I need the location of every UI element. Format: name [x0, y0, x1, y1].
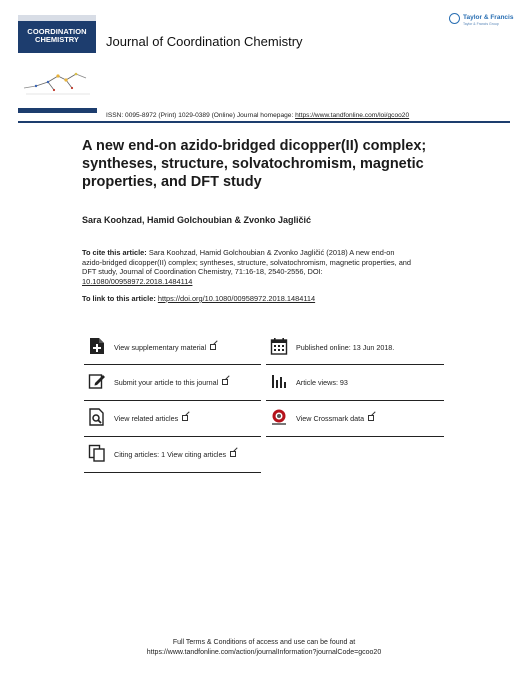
article-authors: Sara Koohzad, Hamid Golchoubian & Zvonko Jagličić	[82, 215, 312, 225]
graphical-abstract-thumbnail	[20, 68, 96, 98]
crossmark-icon	[270, 408, 288, 426]
citing-articles-label: Citing articles: 1 View citing articles	[114, 450, 227, 459]
cover-title-line1: COORDINATION	[27, 27, 87, 36]
footer-terms-link[interactable]: https://www.tandfonline.com/action/journalInformation?journalCode=gcoo20	[146, 648, 382, 656]
journal-cover-thumbnail	[18, 15, 96, 53]
publisher-name: Taylor & Francis	[463, 14, 514, 21]
external-link-icon	[222, 379, 228, 385]
divider	[84, 436, 261, 437]
divider	[84, 400, 261, 401]
cover-title-line2: CHEMISTRY	[35, 35, 79, 44]
header-rule	[18, 121, 510, 123]
taylor-francis-logo-icon	[449, 13, 460, 24]
supplementary-material-link[interactable]	[88, 337, 258, 371]
bar-chart-icon	[270, 372, 288, 390]
citation-doi-link[interactable]: 10.1080/00958972.2018.1484114	[82, 276, 193, 286]
divider	[266, 400, 444, 401]
copy-documents-icon	[88, 444, 106, 462]
related-articles-label: View related articles	[114, 414, 179, 423]
article-views-label: Article views: 93	[296, 378, 348, 387]
publisher-subtitle: Taylor & Francis Group	[463, 22, 499, 26]
calendar-icon	[270, 337, 288, 355]
article-title: A new end-on azido-bridged dicopper(II) complex; syntheses, structure, solvatochromism, magnetic properties, and DFT study	[82, 138, 427, 190]
article-link-block	[82, 294, 422, 303]
cover-top-strip	[18, 15, 96, 21]
citation-text: Sara Koohzad, Hamid Golchoubian & Zvonko Jagličić (2018) A new end-on azido-bridged dicopper(II) complex; syntheses, structure, solvatochromism, magnetic properties, and DFT study, Journal of Coordination Chemistry, 71:16-18, 2540-2556, DOI:	[82, 248, 412, 276]
crossmark-label: View Crossmark data	[296, 414, 365, 423]
external-link-icon	[230, 451, 236, 457]
submit-article-label: Submit your article to this journal	[114, 378, 219, 387]
citation-label: To cite this article:	[82, 248, 147, 257]
published-online-info	[270, 337, 440, 371]
edit-icon	[88, 372, 106, 390]
plus-document-icon	[88, 337, 106, 355]
divider	[266, 436, 444, 437]
issn-line	[106, 112, 409, 119]
citation-block	[82, 248, 412, 286]
divider	[84, 364, 261, 365]
journal-homepage-link[interactable]: https://www.tandfonline.com/loi/gcoo20	[295, 112, 410, 119]
external-link-icon	[210, 344, 216, 350]
journal-title: Journal of Coordination Chemistry	[106, 34, 303, 49]
footer-terms-text: Full Terms & Conditions of access and use can be found at	[172, 639, 356, 646]
published-online-label: Published online: 13 Jun 2018.	[296, 343, 395, 352]
article-doi-link[interactable]: https://doi.org/10.1080/00958972.2018.1484114	[157, 294, 316, 303]
supplementary-label: View supplementary material	[114, 343, 207, 352]
document-search-icon	[88, 408, 106, 426]
issn-text: ISSN: 0095-8972 (Print) 1029-0389 (Online) Journal homepage:	[106, 112, 296, 119]
external-link-icon	[368, 415, 374, 421]
footer	[0, 638, 528, 657]
article-link-label: To link to this article:	[82, 294, 158, 303]
external-link-icon	[182, 415, 188, 421]
divider	[84, 472, 261, 473]
cover-footer-bar	[18, 108, 97, 113]
divider	[266, 364, 444, 365]
